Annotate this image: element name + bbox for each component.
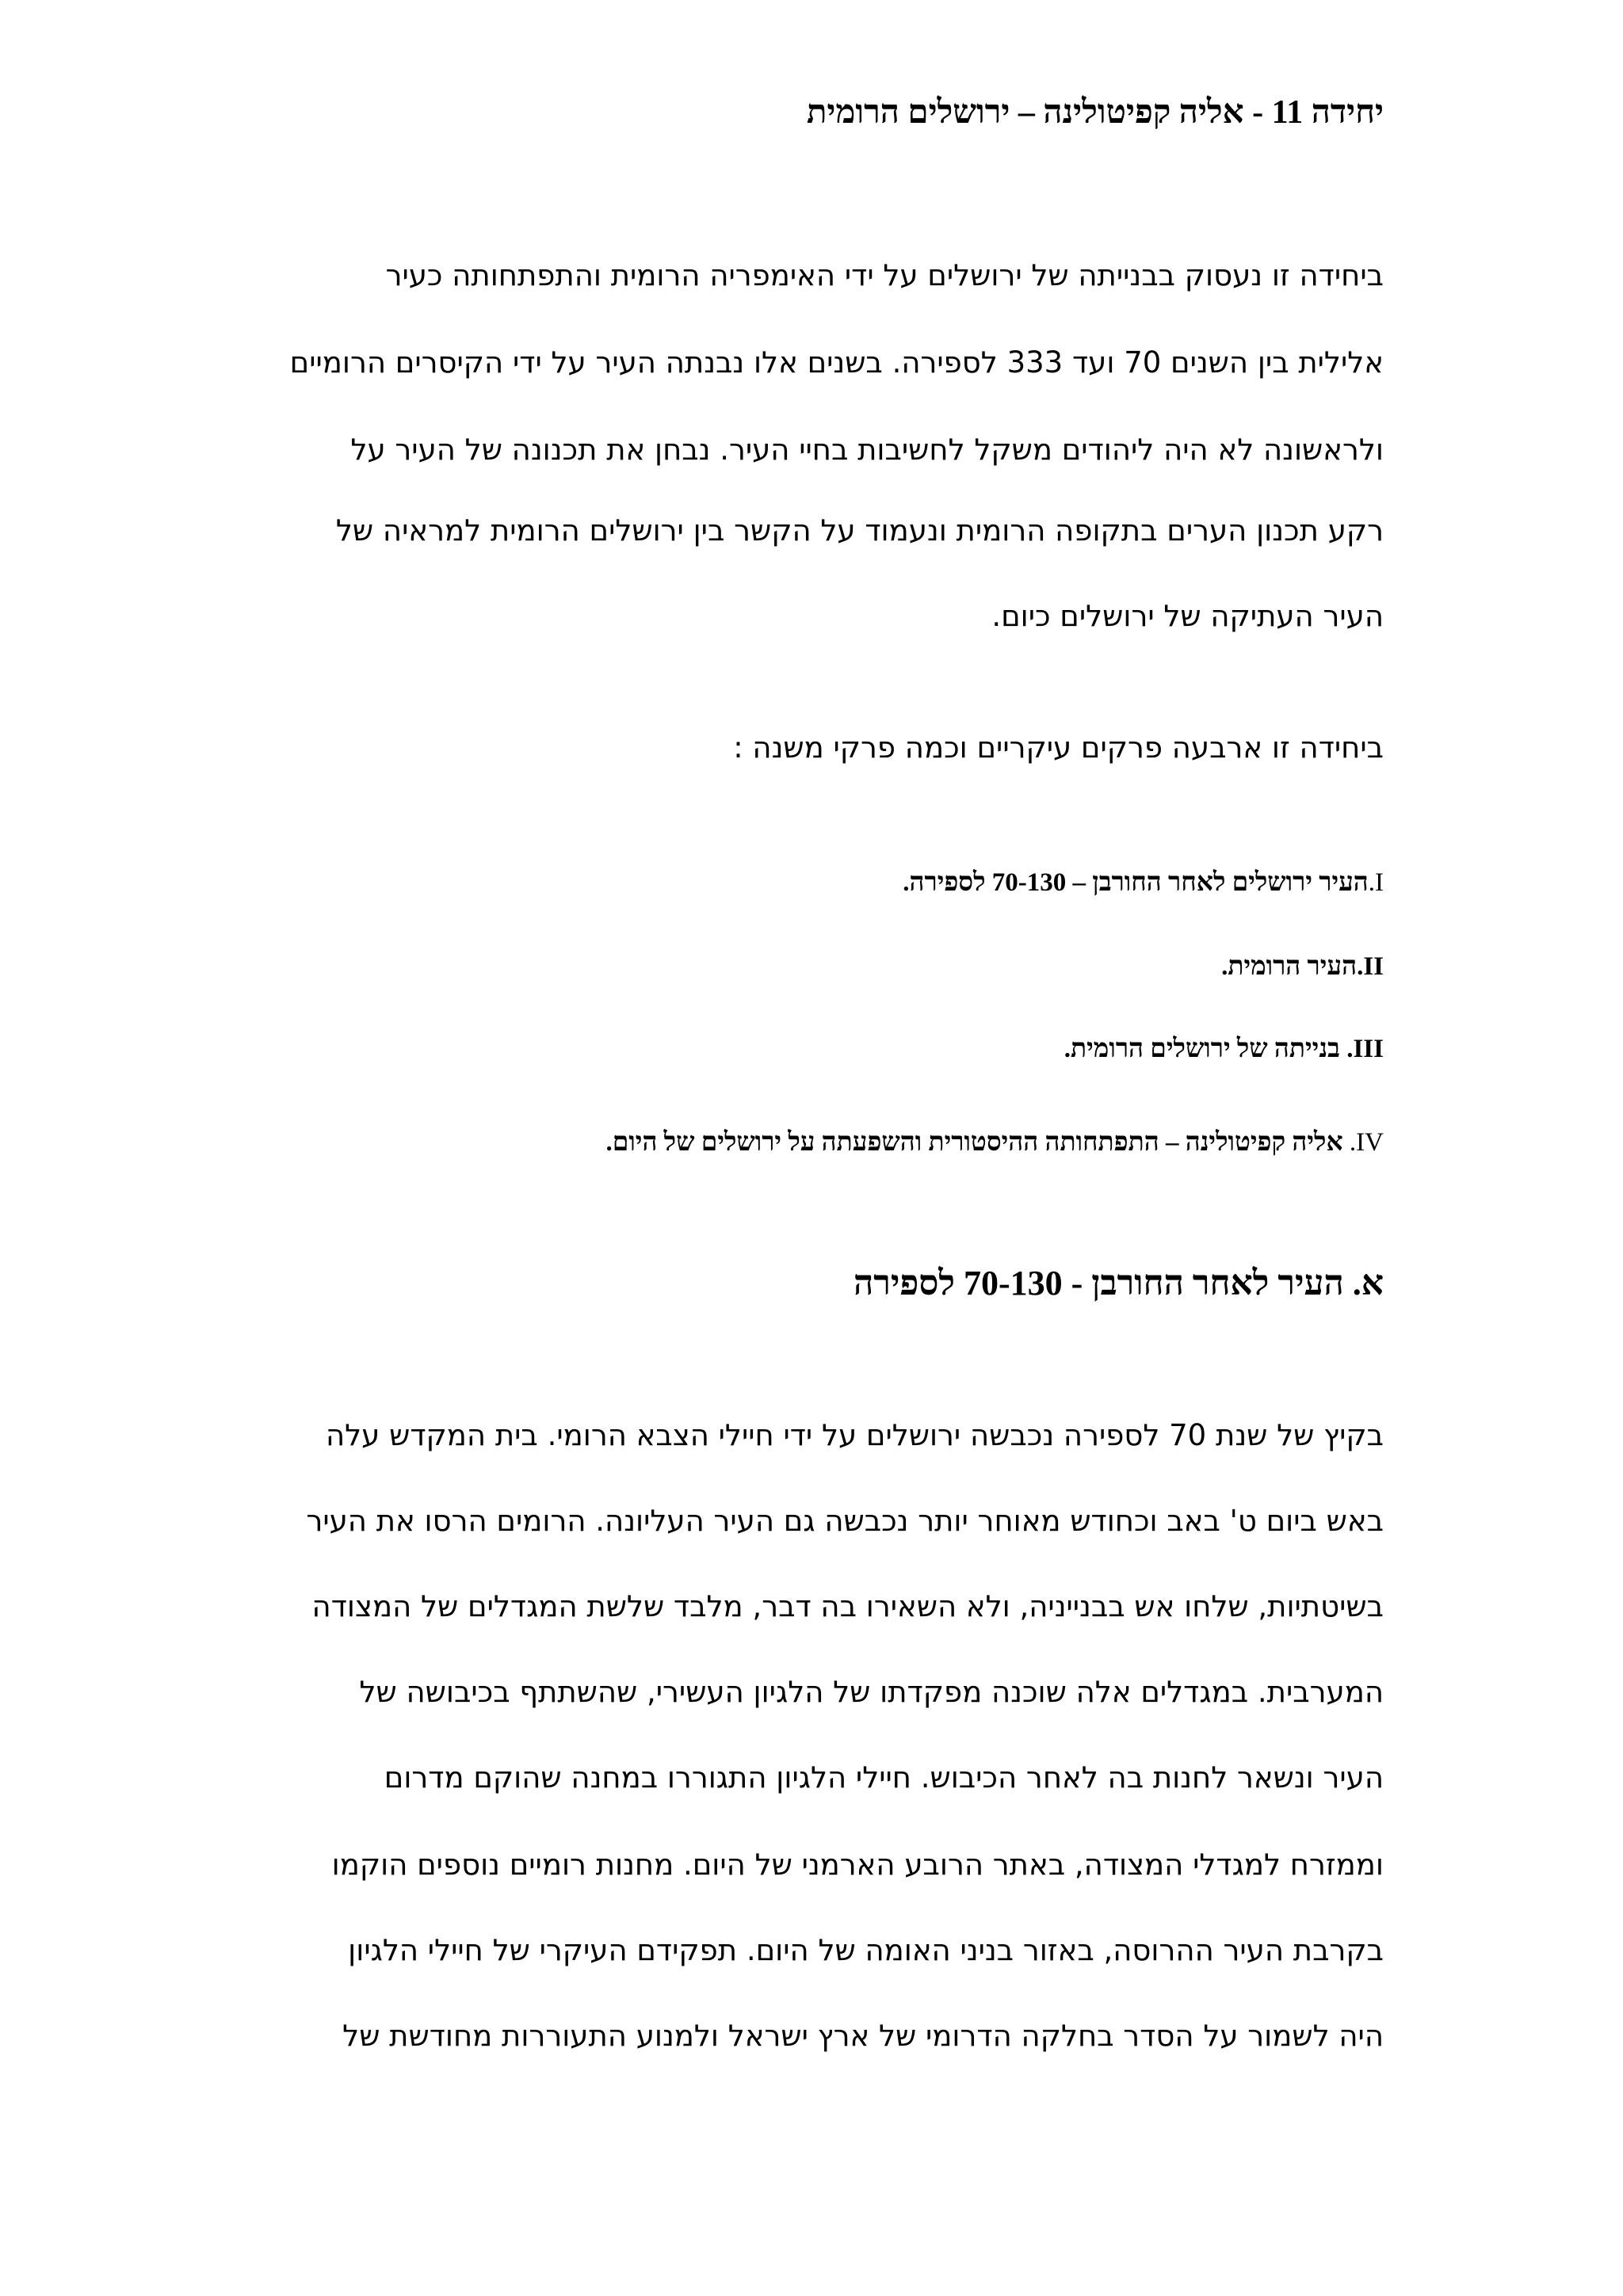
- intro-line-4: רקע תכנון הערים בתקופה הרומית ונעמוד על הקשר בין ירושלים הרומית למראיה של: [335, 513, 1384, 547]
- toc-item-4-text: אליה קפיטולינה – התפתחותה ההיסטורית והשפעתה על ירושלים של היום.: [605, 1128, 1350, 1157]
- toc-item-2: [1221, 952, 1384, 982]
- section-a-heading: א. העיר לאחר החורבן - 70-130 לספירה: [853, 1264, 1384, 1302]
- toc-item-1-text: העיר ירושלים לאחר החורבן – 70-130 לספירה.: [903, 868, 1369, 897]
- toc-item-3-number: III.: [1346, 1035, 1384, 1063]
- section-a-line-3: בשיטתיות, שלחו אש בבנייניה, ולא השאירו בה דבר, מלבד שלשת המגדלים של המצודה: [311, 1589, 1384, 1623]
- intro-line-3: ולראשונה לא היה ליהודים משקל לחשיבות בחיי העיר. נבחן את תכנונה של העיר על: [350, 433, 1384, 467]
- toc-item-2-text: העיר הרומית.: [1221, 952, 1358, 981]
- toc-item-3-text: בנייתה של ירושלים הרומית.: [1064, 1035, 1347, 1063]
- toc-item-4: [606, 1128, 1384, 1158]
- intro-line-1: ביחידה זו נעסוק בבנייתה של ירושלים על ידי האימפריה הרומית והתפתחותה כעיר: [385, 258, 1384, 292]
- unit-title: יחידה 11 - אליה קפיטולינה – ירושלים הרומית: [806, 94, 1384, 131]
- chapters-intro: ביחידה זו ארבעה פרקים עיקריים וכמה פרקי משנה :: [733, 730, 1384, 765]
- toc-item-3: [1064, 1035, 1384, 1064]
- toc-item-2-number: II.: [1357, 952, 1384, 981]
- intro-line-5: העיר העתיקה של ירושלים כיום.: [991, 599, 1384, 633]
- toc-item-1: [903, 868, 1384, 898]
- section-a-line-8: היה לשמור על הסדר בחלקה הדרומי של ארץ ישראל ולמנוע התעוררות מחודשת של: [342, 2019, 1384, 2053]
- toc-item-4-number: IV.: [1349, 1128, 1384, 1157]
- section-a-line-7: בקרבת העיר ההרוסה, באזור בניני האומה של היום. תפקידם העיקרי של חיילי הלגיון: [348, 1933, 1384, 1967]
- toc-item-1-number: I.: [1368, 868, 1384, 897]
- section-a-line-4: המערבית. במגדלים אלה שוכנה מפקדתו של הלגיון העשירי, שהשתתף בכיבושה של: [359, 1675, 1384, 1709]
- section-a-line-5: העיר ונשאר לחנות בה לאחר הכיבוש. חיילי הלגיון התגוררו במחנה שהוקם מדרום: [384, 1760, 1384, 1794]
- section-a-line-2: באש ביום ט' באב וכחודש מאוחר יותר נכבשה גם העיר העליונה. הרומים הרסו את העיר: [306, 1504, 1384, 1538]
- section-a-line-1: בקיץ של שנת 70 לספירה נכבשה ירושלים על ידי חיילי הצבא הרומי. בית המקדש עלה: [325, 1418, 1384, 1452]
- intro-line-2: אלילית בין השנים 70 ועד 333 לספירה. בשנים אלו נבנתה העיר על ידי הקיסרים הרומיים: [289, 345, 1384, 379]
- section-a-line-6: וממזרח למגדלי המצודה, באתר הרובע הארמני של היום. מחנות רומיים נוספים הוקמו: [331, 1848, 1384, 1882]
